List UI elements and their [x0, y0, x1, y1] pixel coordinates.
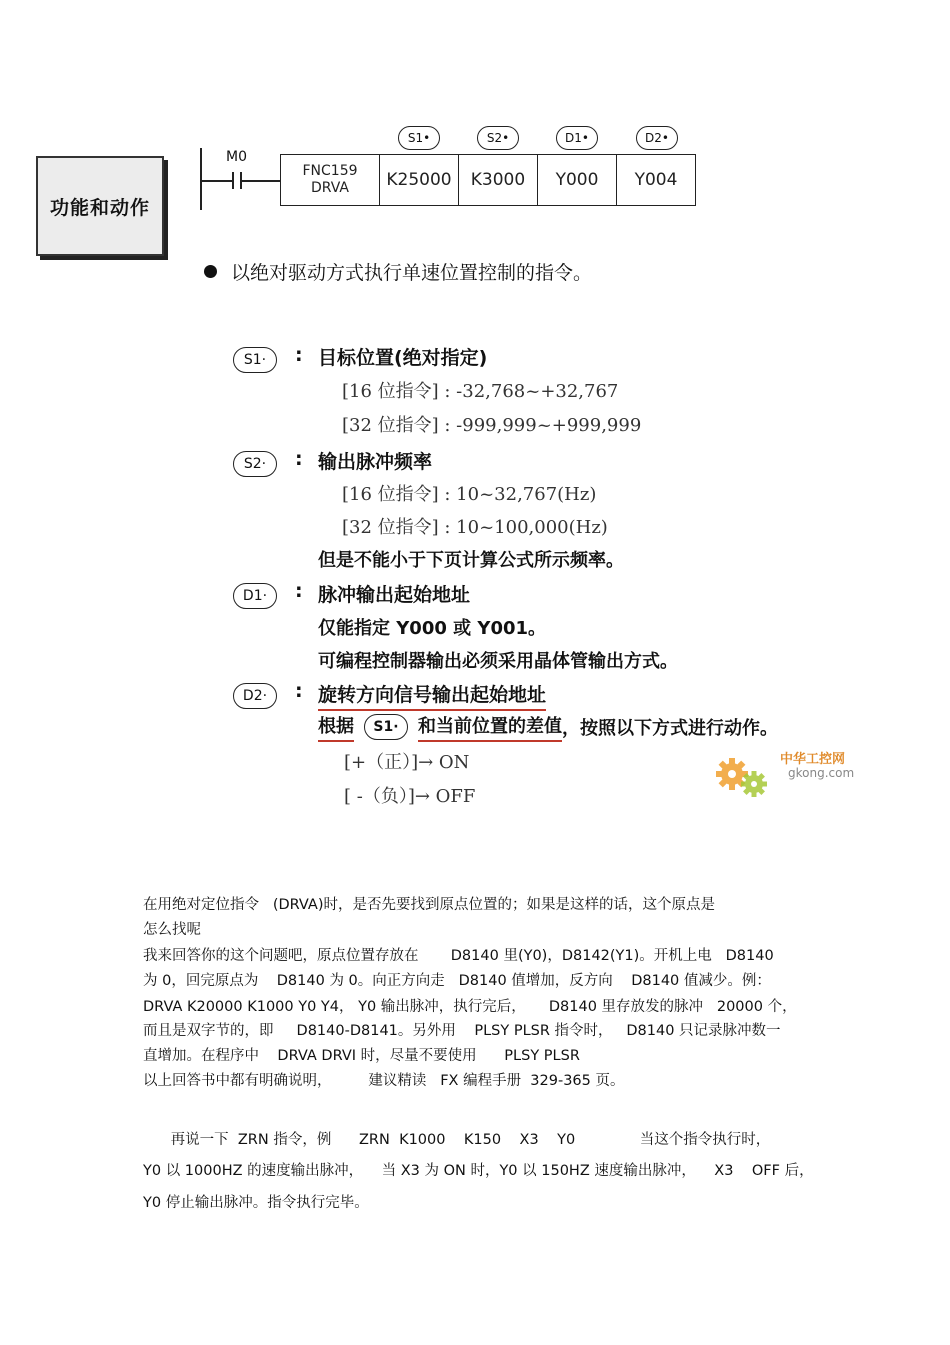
operand-cell: K3000 [458, 155, 537, 205]
param-range: [16 位指令] : -32,768~+32,767 [342, 381, 619, 402]
param-range: [16 位指令] : 10~32,767(Hz) [342, 484, 597, 505]
inline-label-s1: S1· [364, 714, 408, 740]
watermark-en: gkong.com [788, 766, 855, 780]
function-title: 功能和动作 [49, 196, 150, 219]
rung-wire-right [241, 180, 280, 182]
param-detail-d2 [318, 712, 778, 742]
question-line: 在用绝对定位指令 (DRVA)时，是否先要找到原点位置的；如果是这样的话，这个原点是 [143, 897, 715, 913]
d2-detail-suffix: ，按照以下方式进行动作。 [562, 718, 778, 739]
param-label-s2: S2· [233, 451, 277, 477]
description-line [204, 258, 592, 285]
contact-bar-left [232, 172, 234, 189]
operand-label: S2• [477, 126, 519, 150]
answer-line: 我来回答你的这个问题吧，原点位置存放在 D8140 里(Y0)，D8142(Y1)。开机上电 D8140 [143, 948, 774, 964]
d2-detail-prefix: 根据 [318, 712, 354, 742]
param-title-d1: 脉冲输出起始地址 [318, 584, 471, 606]
param-label-d2: D2· [233, 683, 277, 709]
param-range: [32 位指令] : -999,999~+999,999 [342, 415, 642, 436]
operand-cell: Y004 [616, 155, 695, 205]
operand-cell: K25000 [379, 155, 458, 205]
zrn-line: Y0 停止输出脉冲。指令执行完毕。 [143, 1195, 369, 1211]
function-title-box [36, 156, 164, 256]
direction-positive: [+（正）]→ ON [344, 752, 470, 773]
description-text: 以绝对驱动方式执行单速位置控制的指令。 [231, 262, 593, 284]
operand-cell: Y000 [537, 155, 616, 205]
direction-negative: [ -（负）]→ OFF [344, 786, 476, 807]
param-detail: 可编程控制器输出必须采用晶体管输出方式。 [318, 651, 678, 672]
bullet-icon [204, 265, 217, 278]
param-title-s2: 输出脉冲频率 [318, 451, 433, 473]
colon: : [295, 448, 303, 470]
param-range: [32 位指令] : 10~100,000(Hz) [342, 517, 608, 538]
left-power-rail [200, 148, 202, 210]
answer-line: 直增加。在程序中 DRVA DRVI 时，尽量不要使用 PLSY PLSR [143, 1048, 580, 1064]
param-label-s1: S1· [233, 347, 277, 373]
param-title-d2: 旋转方向信号输出起始地址 [318, 680, 546, 711]
answer-line: 以上回答书中都有明确说明， 建议精读 FX 编程手册 329-365 页。 [143, 1073, 625, 1089]
zrn-line: Y0 以 1000HZ 的速度输出脉冲， 当 X3 为 ON 时，Y0 以 150HZ 速度输出脉冲， X3 OFF 后， [143, 1163, 814, 1179]
operand-label: S1• [398, 126, 440, 150]
answer-line: 而且是双字节的，即 D8140-D8141。另外用 PLSY PLSR 指令时， D8140 只记录脉冲数一 [143, 1023, 781, 1039]
colon: : [295, 344, 303, 366]
zrn-line: 再说一下 ZRN 指令，例 ZRN K1000 K150 X3 Y0 当这个指令执行时， [143, 1132, 771, 1148]
param-label-d1: D1· [233, 583, 277, 609]
watermark-cn: 中华工控网 [780, 752, 846, 767]
operand-label: D2• [636, 126, 678, 150]
contact-label: M0 [226, 149, 247, 165]
instruction-block [280, 154, 696, 206]
question-line: 怎么找呢 [143, 922, 201, 938]
d2-detail-underlined: 和当前位置的差值 [418, 712, 562, 742]
rung-wire-left [202, 180, 232, 182]
instruction-name: DRVA [310, 180, 349, 196]
instruction-code-cell [281, 155, 379, 205]
watermark-logo [712, 744, 862, 806]
param-detail: 仅能指定 Y000 或 Y001。 [318, 618, 547, 639]
operand-label: D1• [556, 126, 598, 150]
instruction-code: FNC159 [302, 163, 358, 179]
param-title-s1: 目标位置(绝对指定) [318, 347, 488, 369]
param-note: 但是不能小于下页计算公式所示频率。 [318, 550, 624, 571]
colon: : [295, 680, 303, 702]
answer-line: 为 0，回完原点为 D8140 为 0。向正方向走 D8140 值增加，反方向 D8140 值减少。例： [143, 973, 771, 989]
colon: : [295, 580, 303, 602]
answer-line: DRVA K20000 K1000 Y0 Y4， Y0 输出脉冲，执行完后， D8140 里存放发的脉冲 20000 个， [143, 999, 797, 1015]
